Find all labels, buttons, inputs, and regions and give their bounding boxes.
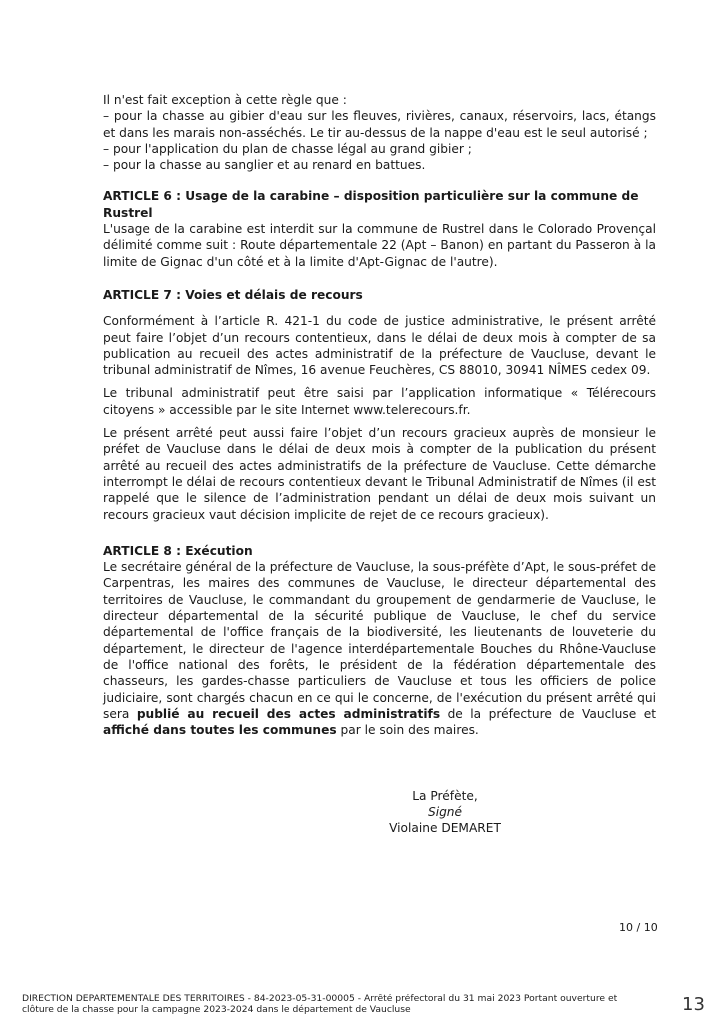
sheet-number: 13 [682,994,705,1015]
article-7-paragraph-3: Le présent arrêté peut aussi faire l’objet d’un recours gracieux auprès de monsieur le préfet de Vaucluse dans le délai de deux mois à compter de la publication du présent arrêté au recueil des actes administratifs de la préfecture de Vaucluse. Cette démarche interrompt le délai de recours contentieux devant le Tribunal Administratif de Nîmes (il est rappelé que le silence de l’administration pendant un délai de deux mois suivant un recours gracieux vaut décision implicite de rejet de ce recours gracieux). [103,426,656,522]
article-8-body-mid: de la préfecture de Vaucluse et [440,706,657,721]
document-body [103,92,656,738]
signatory-name: Violaine DEMARET [389,821,501,835]
page-number: 10 / 10 [619,921,658,934]
article-7-paragraph-1: Conformément à l’article R. 421-1 du code de justice administrative, le présent arrêté peut faire l’objet d’un recours contentieux, dans le délai de deux mois à compter de sa publication au recueil des actes administratif de la préfecture de Vaucluse, devant le tribunal administratif de Nîmes, 16 avenue Feuchères, CS 88010, 30941 NÎMES cedex 09. [103,314,656,378]
signed-mention: Signé [427,805,463,819]
exception-lead: Il n'est fait exception à cette règle que : [103,93,347,107]
article-6-heading: ARTICLE 6 : Usage de la carabine – disposition particulière sur la commune de Rustrel [103,189,639,220]
article-8-bold-publication: publié au recueil des actes administratifs [136,706,441,721]
article-8-heading: ARTICLE 8 : Exécution [103,543,253,558]
footer-text: DIRECTION DEPARTEMENTALE DES TERRITOIRES - 84-2023-05-31-00005 - Arrêté préfectoral du 31 mai 2023 Portant ouverture et clôture de la chasse pour la campagne 2023-2024 dans le département de Vaucluse [22,994,618,1015]
article-8-body-start: Le secrétaire général de la préfecture de Vaucluse, la sous-préfète d’Apt, le sous-préfet de Carpentras, les maires des communes de Vaucluse, le directeur départemental des territoires de Vaucluse, le commandant du groupement de gendarmerie de Vaucluse, le directeur départemental de la sécurité publique de Vaucluse, le chef du service départemental de l'office français de la biodiversité, les lieutenants de louveterie du département, le directeur de l'agence interdépartementale Bouches du Rhône-Vaucluse de l'office national des forêts, le président de la fédération départementale des chasseurs, les gardes-chasse particuliers de Vaucluse et tous les officiers de police judiciaire, sont chargés chacun en ce qui le concerne, de l'exécution du présent arrêté qui sera [103,560,656,721]
signatory-title: La Préfète, [412,789,478,803]
article-8-body [103,559,656,738]
exception-item-boar-fox: – pour la chasse au sanglier et au renard en battues. [103,158,426,173]
article-8-body-end: par le soin des maires. [336,723,479,738]
article-8-bold-posting: affiché dans toutes les communes [103,723,337,738]
exception-item-water-game: – pour la chasse au gibier d'eau sur les fleuves, rivières, canaux, réservoirs, lacs, étangs et dans les marais non-asséchés. Le tir au-dessus de la nappe d'eau est le seul autorisé ; [103,109,656,140]
article-7-paragraph-2: Le tribunal administratif peut être saisi par l’application informatique « Télérecours citoyens » accessible par le site Internet www.telerecours.fr. [103,386,656,417]
article-6-body: L'usage de la carabine est interdit sur la commune de Rustrel dans le Colorado Provençal délimité comme suit : Route départementale 22 (Apt – Banon) en partant du Passeron à la limite de Gignac d'un côté et à la limite d'Apt-Gignac de l'autre). [103,222,656,269]
exception-item-big-game: – pour l'application du plan de chasse légal au grand gibier ; [103,141,472,156]
signature-block [380,788,510,836]
article-7-heading: ARTICLE 7 : Voies et délais de recours [103,287,363,302]
